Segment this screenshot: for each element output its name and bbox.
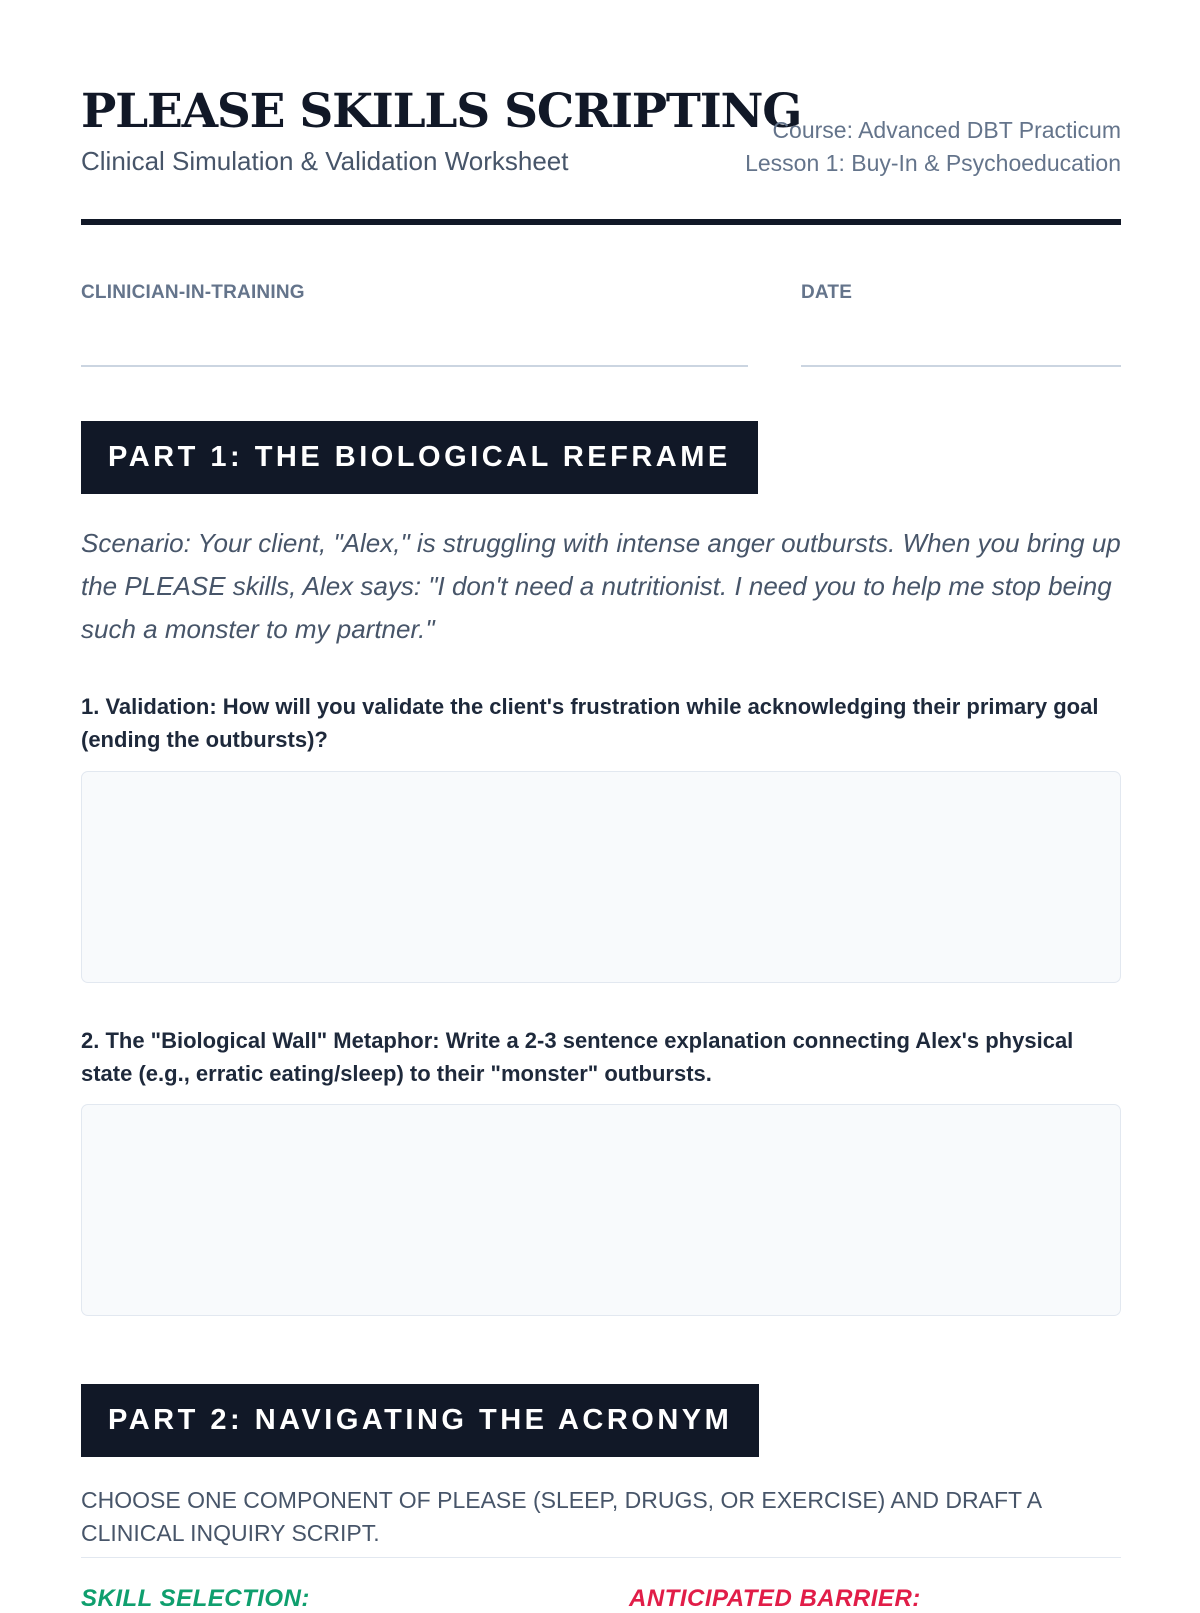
question-1: 1. Validation: How will you validate the client's frustration while acknowledging their primary goal (ending the outbursts)? xyxy=(81,694,1099,752)
part2-heading: PART 2: NAVIGATING THE ACRONYM xyxy=(81,1384,759,1457)
clinician-field[interactable] xyxy=(81,365,748,367)
course-meta xyxy=(745,114,1121,180)
date-label: DATE xyxy=(801,282,853,303)
anticipated-barrier-label: ANTICIPATED BARRIER: xyxy=(629,1585,921,1612)
answer-box-2[interactable] xyxy=(81,1104,1121,1316)
date-field[interactable] xyxy=(801,365,1121,367)
skill-selection-label: SKILL SELECTION: xyxy=(81,1585,310,1612)
course-name: Course: Advanced DBT Practicum xyxy=(772,117,1121,143)
page-title: PLEASE SKILLS SCRIPTING xyxy=(81,84,802,139)
worksheet-page xyxy=(81,0,1121,1612)
page-subtitle: Clinical Simulation & Validation Worksheet xyxy=(81,146,569,176)
clinician-label: CLINICIAN-IN-TRAINING xyxy=(81,282,305,303)
lesson-name: Lesson 1: Buy-In & Psychoeducation xyxy=(745,150,1121,176)
question-2: 2. The "Biological Wall" Metaphor: Write a 2-3 sentence explanation connecting Alex's physical state (e.g., erratic eating/sleep) to their "monster" outbursts. xyxy=(81,1028,1074,1086)
scenario-text: Scenario: Your client, "Alex," is struggling with intense anger outbursts. When you bring up the PLEASE skills, Alex says: "I don't need a nutritionist. I need you to help me stop being such a monster to my partner." xyxy=(81,528,1121,644)
header-divider xyxy=(81,219,1121,225)
instruction-divider xyxy=(81,1557,1121,1558)
part1-heading: PART 1: THE BIOLOGICAL REFRAME xyxy=(81,421,758,494)
answer-box-1[interactable] xyxy=(81,771,1121,983)
part2-instruction: CHOOSE ONE COMPONENT OF PLEASE (SLEEP, DRUGS, OR EXERCISE) AND DRAFT A CLINICAL INQUIRY SCRIPT. xyxy=(81,1487,1041,1546)
